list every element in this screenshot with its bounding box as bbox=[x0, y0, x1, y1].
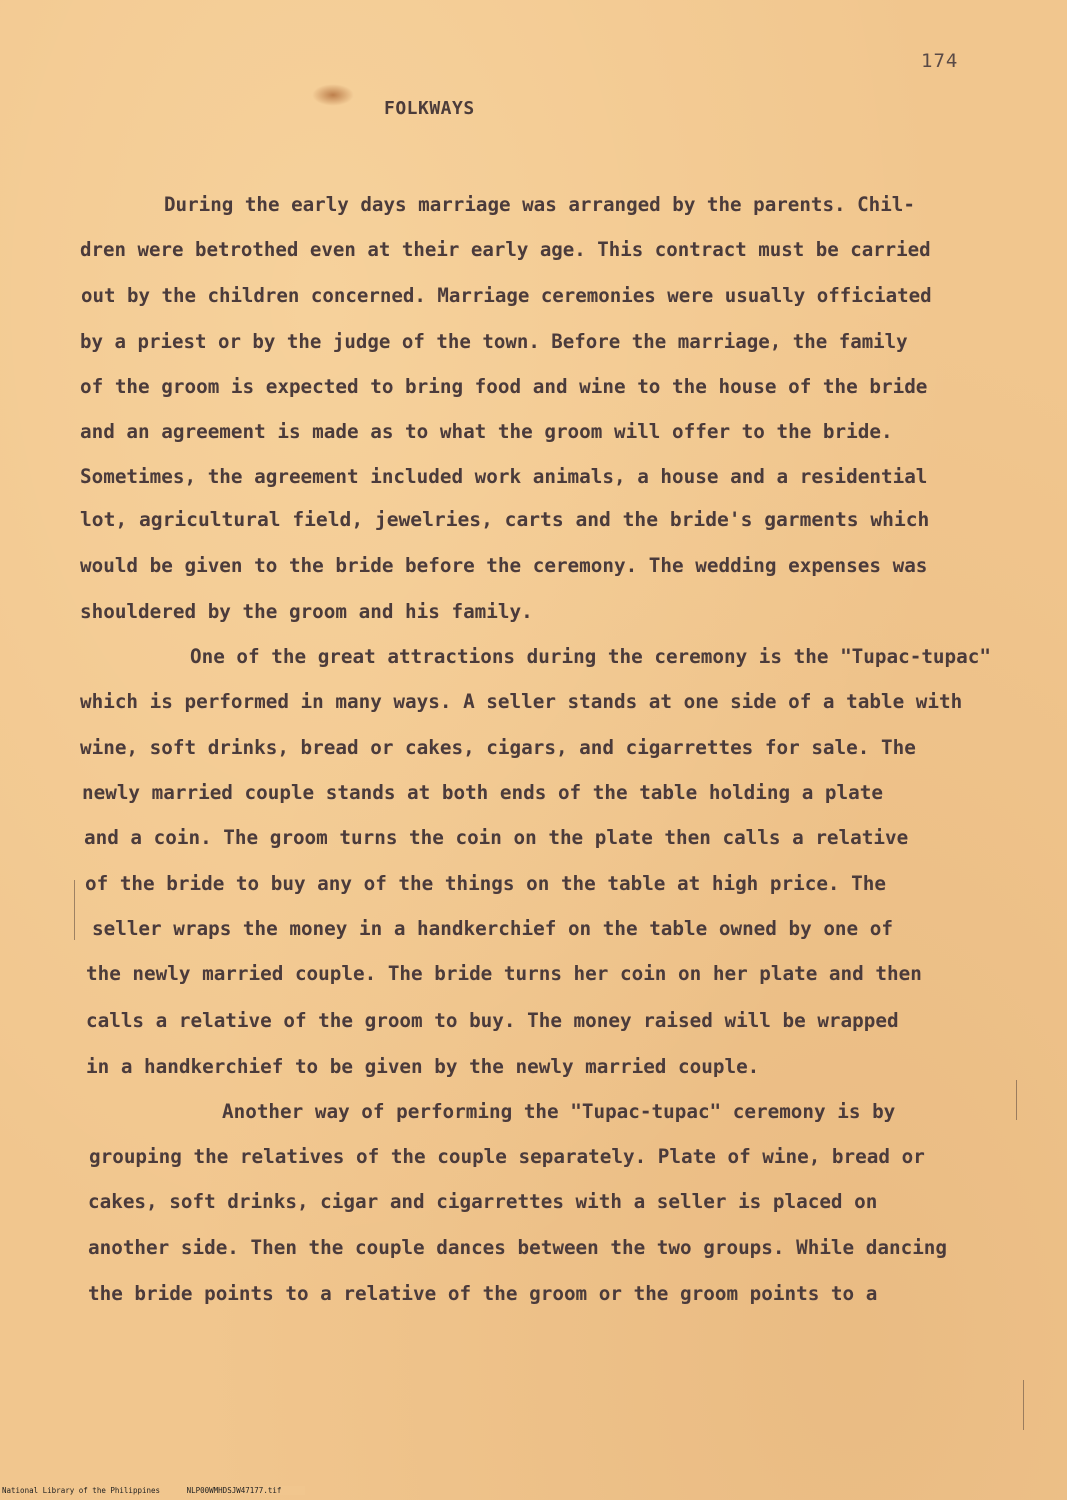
text-line: would be given to the bride before the ceremony. The wedding expenses was bbox=[80, 554, 928, 577]
margin-mark bbox=[1016, 1080, 1017, 1120]
text-line: cakes, soft drinks, cigar and cigarrettes with a seller is placed on bbox=[88, 1190, 878, 1213]
footer-library: National Library of the Philippines bbox=[2, 1486, 161, 1495]
text-line: calls a relative of the groom to buy. The money raised will be wrapped bbox=[86, 1009, 899, 1032]
text-line: One of the great attractions during the ceremony is the "Tupac-tupac" bbox=[190, 645, 991, 668]
text-line: the newly married couple. The bride turns her coin on her plate and then bbox=[86, 962, 922, 985]
text-line: the bride points to a relative of the groom or the groom points to a bbox=[88, 1282, 878, 1305]
text-line: and a coin. The groom turns the coin on the plate then calls a relative bbox=[84, 826, 909, 849]
margin-mark bbox=[1023, 1380, 1024, 1430]
text-line: newly married couple stands at both ends of the table holding a plate bbox=[82, 781, 883, 804]
text-line: During the early days marriage was arranged by the parents. Chil- bbox=[164, 193, 915, 216]
text-line: of the groom is expected to bring food and wine to the house of the bride bbox=[80, 375, 928, 398]
text-line: in a handkerchief to be given by the newly married couple. bbox=[86, 1055, 760, 1078]
text-line: Another way of performing the "Tupac-tupac" ceremony is by bbox=[222, 1100, 896, 1123]
page-title: FOLKWAYS bbox=[384, 98, 475, 119]
page-number: 174 bbox=[921, 50, 959, 72]
text-line: dren were betrothed even at their early age. This contract must be carried bbox=[80, 238, 931, 261]
text-line: Sometimes, the agreement included work animals, a house and a residential bbox=[80, 465, 928, 488]
footer-filename: NLP00WMHDSJW47177.tif bbox=[186, 1486, 282, 1495]
text-line: by a priest or by the judge of the town. Before the marriage, the family bbox=[80, 330, 908, 353]
text-line: which is performed in many ways. A seller stands at one side of a table with bbox=[80, 690, 963, 713]
text-line: seller wraps the money in a handkerchief on the table owned by one of bbox=[92, 917, 893, 940]
footer bbox=[0, 1486, 305, 1495]
text-line: lot, agricultural field, jewelries, carts and the bride's garments which bbox=[80, 508, 930, 531]
text-line: wine, soft drinks, bread or cakes, cigars, and cigarrettes for sale. The bbox=[80, 736, 916, 759]
text-line: out by the children concerned. Marriage ceremonies were usually officiated bbox=[81, 284, 932, 307]
text-line: another side. Then the couple dances between the two groups. While dancing bbox=[88, 1236, 948, 1259]
text-line: and an agreement is made as to what the groom will offer to the bride. bbox=[80, 420, 893, 443]
text-line: of the bride to buy any of the things on the table at high price. The bbox=[85, 872, 886, 895]
text-line: shouldered by the groom and his family. bbox=[80, 600, 533, 623]
margin-mark bbox=[74, 880, 75, 940]
text-line: grouping the relatives of the couple separately. Plate of wine, bread or bbox=[89, 1145, 925, 1168]
ink-stain bbox=[312, 84, 354, 106]
